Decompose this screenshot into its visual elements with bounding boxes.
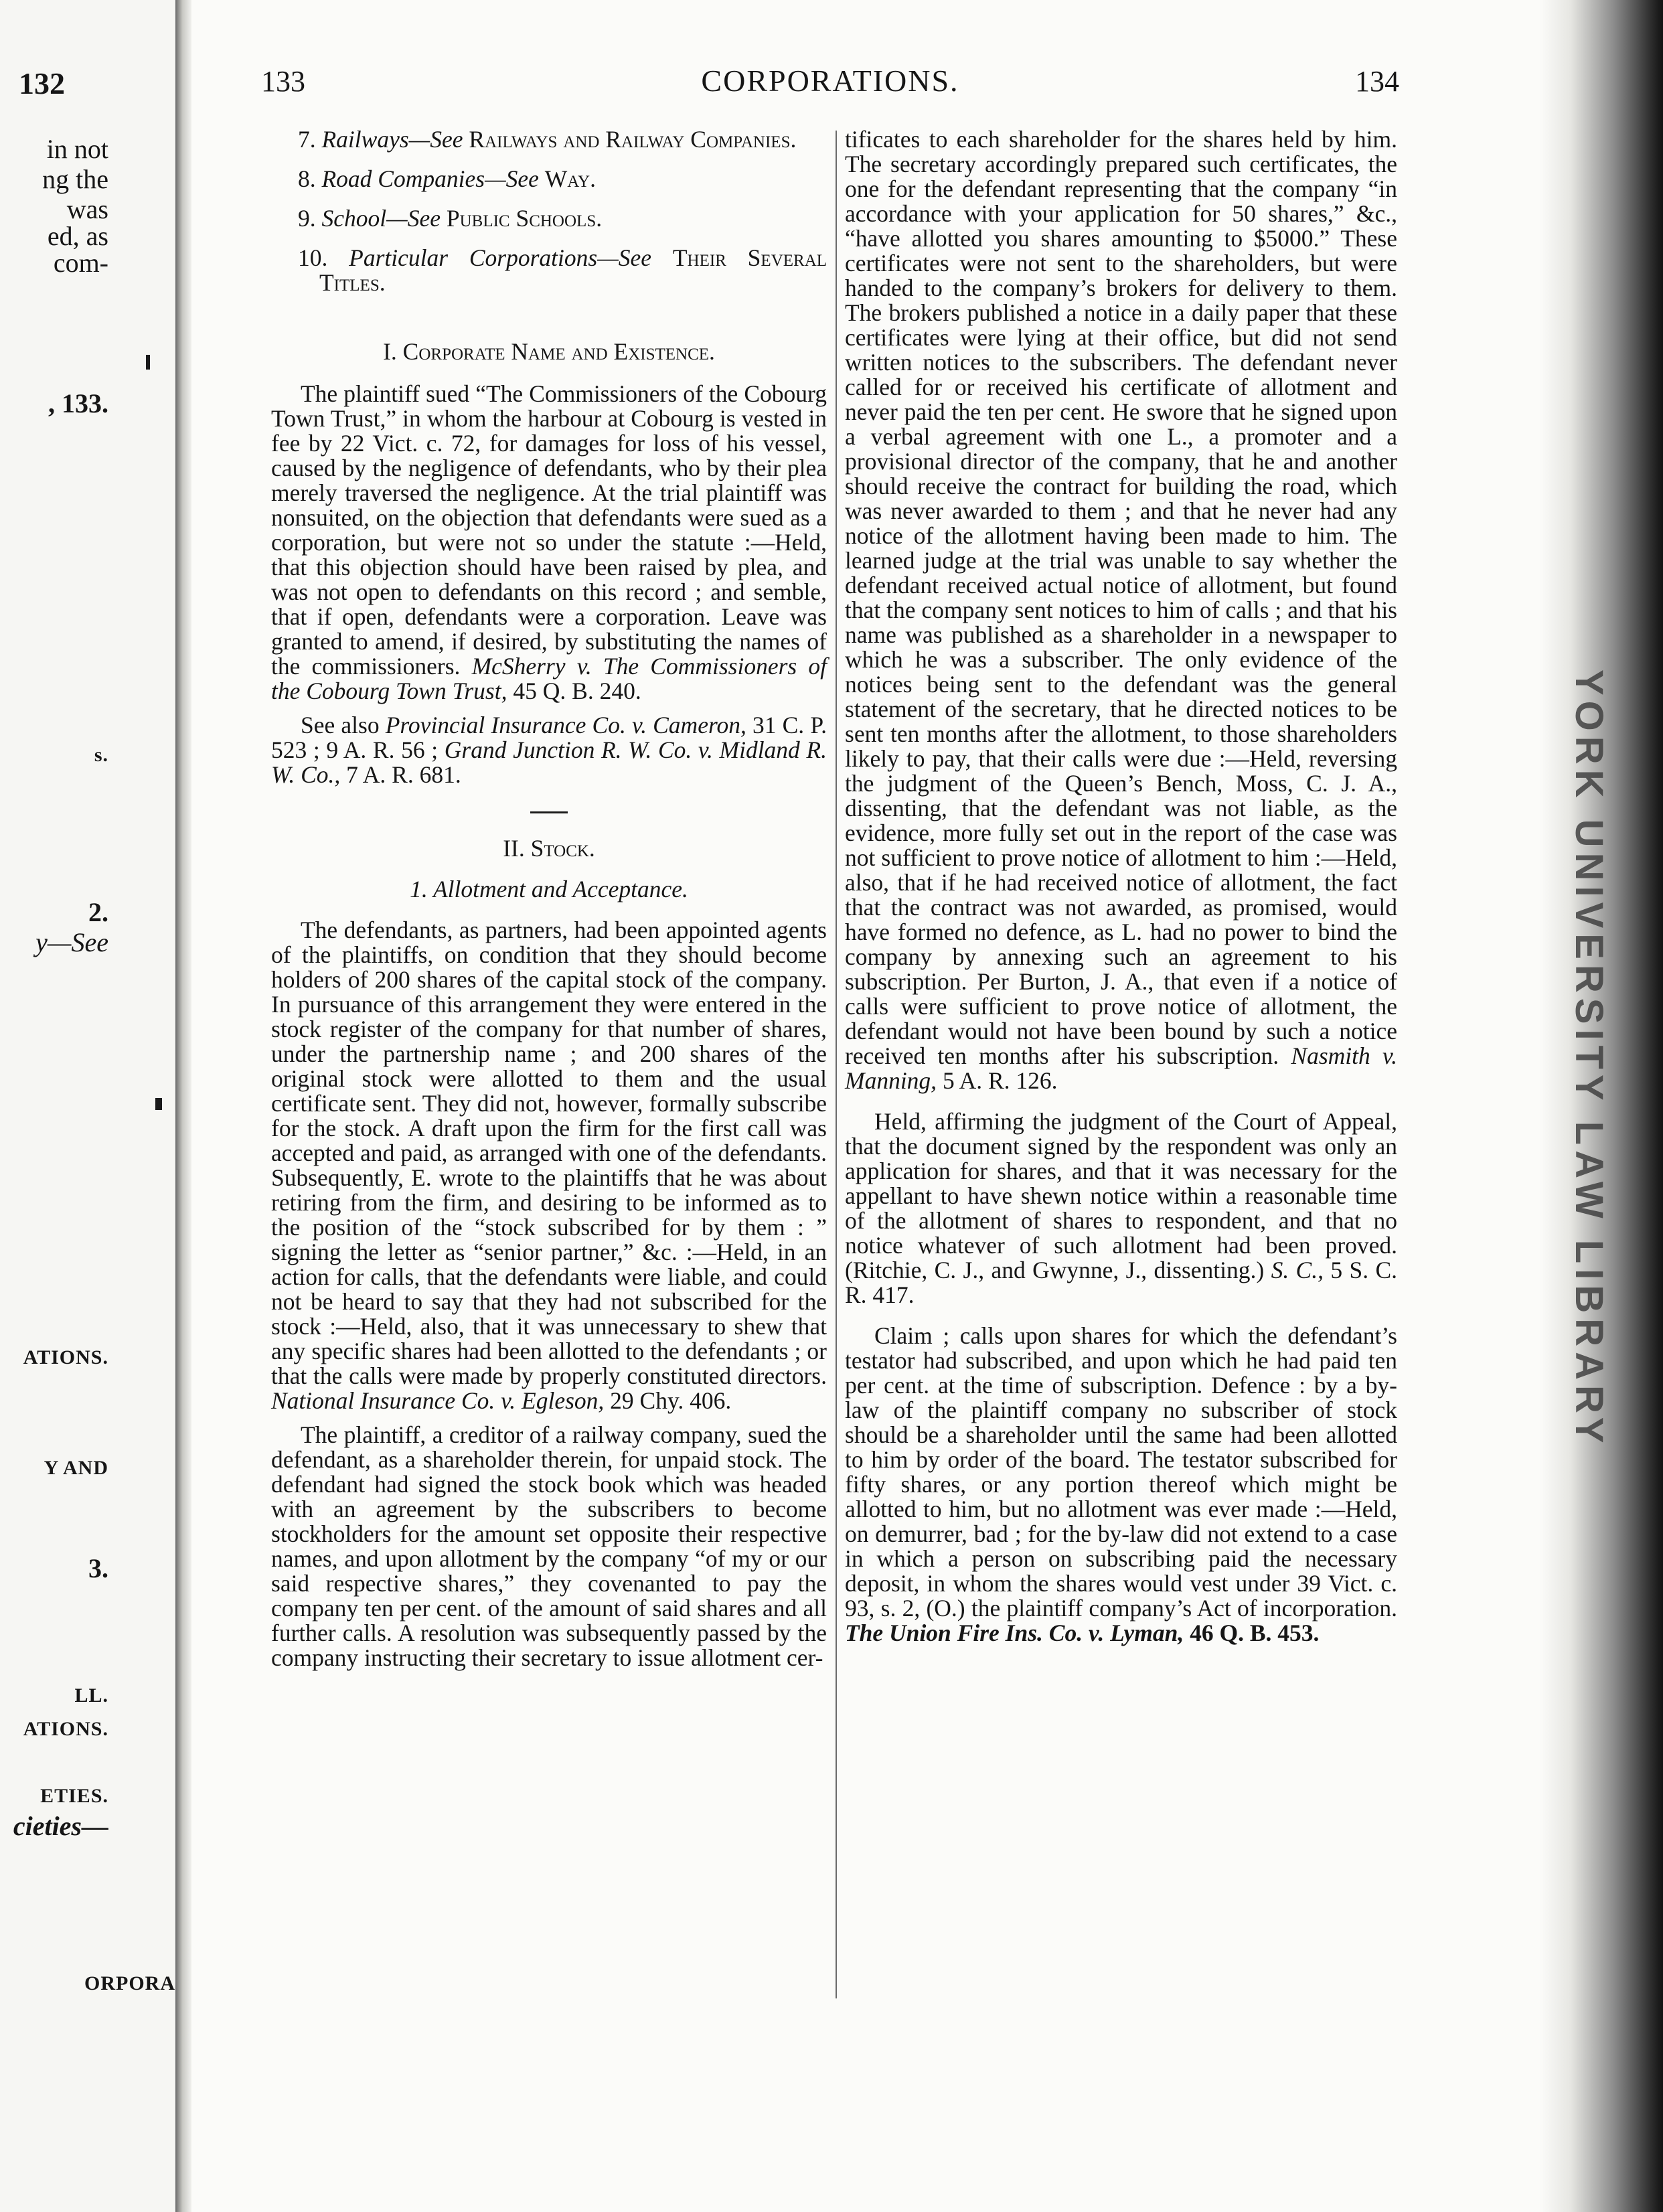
facing-fragment: com- bbox=[53, 248, 108, 278]
page-number-left: 133 bbox=[261, 65, 305, 98]
case-paragraph: The defendants, as partners, had been appointed agents of the plaintiffs, on condition that they should become holders of 200 shares of the capital stock of the company. In pursuance of this arrangement they were entered in the stock register of the company for that number of shares, under the partnership name ; and 200 shares of the original stock were allotted to them and the usual certificate sent. They did not, however, formally subscribe for the stock. A draft upon the firm for the first call was accepted and paid, as arranged with one of the defendants. Subsequently, E. wrote to the plaintiffs that he was about retiring from the firm, and desiring to be informed as to the position of the “stock subscribed for by them : ” signing the letter as “senior partner,” &c. :—Held, in an action for calls, that the defendants were liable, and could not be heard to say that they had not subscribed for the stock :—Held, also, that it was unnecessary to shew that any specific shares had been allotted to the defendants ; or that the calls were made by properly constituted directors. National Insurance Co. v. Egleson, 29 Chy. 406. bbox=[271, 917, 827, 1414]
facing-page-number: 132 bbox=[19, 66, 65, 100]
facing-fragment: ORPORA bbox=[84, 1972, 175, 1994]
left-column bbox=[271, 127, 827, 1670]
facing-fragment: ETIES. bbox=[40, 1785, 108, 1807]
section-heading: II. Stock. bbox=[503, 835, 595, 862]
facing-fragment: ng the bbox=[42, 164, 108, 194]
facing-fragment: ATIONS. bbox=[23, 1718, 108, 1740]
case-paragraph-continued: tificates to each shareholder for the shares held by him. The secretary accordingly prepared such certificates, the one for the defendant representing that the company “in accordance with your application for 50 shares,” &c., “have allotted you shares amounting to $5000.” These certificates were not sent to the shareholders, but were handed to the company’s brokers for delivery to them. The brokers published a notice in a daily paper that these certificates were lying at their office, but did not send written notices to the subscribers. The defendant never called for or received his certificate of allotment and never paid the ten per cent. He swore that he signed upon a verbal agreement with one L., a promoter and a provisional director of the company, that he and another should receive the contract for building the road, which was never awarded to them ; and that he never had any notice of the allotment having been made to him. The learned judge at the trial was unable to say whether the defendant received actual notice of allotment, but found that the company sent notices to him of calls ; and that his name was published as a shareholder in a newspaper to which he was a subscriber. The only evidence of the notices being sent to the defendant was the general statement of the secretary, that he directed notices to be sent ten months after the allotment, to those shareholders likely to pay, that their calls were due :—Held, reversing the judgment of the Queen’s Bench, Moss, C. J. A., dissenting, that the defendant was not liable, as the evidence, more fully set out in the report of the case was not sufficient to prove notice of allotment to him :—Held, also, that if he had received notice of allotment, the fact that the contract was not awarded, as promised, would have formed no defence, as L. had no power to bind the company by annexing such an agreement to his subscription. Per Burton, J. A., that even if a notice of calls were sufficient to prove notice of allotment, the defendant would not have been bound by such a notice received ten months after his subscription. Nasmith v. Manning, 5 A. R. 126. bbox=[845, 126, 1397, 1094]
facing-fragment: cieties— bbox=[13, 1811, 108, 1841]
facing-fragment: was bbox=[66, 194, 108, 224]
library-stamp: YORK UNIVERSITY LAW LIBRARY bbox=[1567, 669, 1611, 1449]
scan-mark bbox=[146, 355, 150, 370]
facing-fragment: ATIONS. bbox=[23, 1346, 108, 1368]
facing-page-left bbox=[0, 0, 175, 2212]
running-head bbox=[261, 64, 1399, 104]
scan-mark bbox=[155, 1098, 162, 1110]
section-heading: I. Corporate Name and Existence. bbox=[383, 338, 715, 365]
cross-reference-item: 10. Particular Corporations—See Their Several Titles. bbox=[298, 244, 827, 296]
case-paragraph: The plaintiff, a creditor of a railway company, sued the defendant, as a shareholder therein, for unpaid stock. The defendant had signed the stock book which was headed with an agreement by the subscribers to become stockholders for the amount set opposite their respective names, and upon allotment by the company “of my or our said respective shares,” they covenanted to pay the company ten per cent. of the amount of said shares and all further calls. A resolution was subsequently passed by the company instructing their secretary to issue allotment cer- bbox=[271, 1421, 827, 1671]
facing-fragment: LL. bbox=[74, 1684, 108, 1707]
right-column bbox=[845, 127, 1397, 1646]
facing-fragment: y—See bbox=[35, 927, 108, 957]
column-divider bbox=[836, 131, 837, 1998]
section-rule bbox=[530, 811, 568, 813]
cross-reference-item: 9. School—See Public Schools. bbox=[298, 205, 603, 232]
facing-fragment: ed, as bbox=[47, 221, 108, 251]
facing-fragment: 2. bbox=[88, 897, 108, 927]
case-paragraph: The plaintiff sued “The Commissioners of the Cobourg Town Trust,” in whom the harbour at Cobourg is vested in fee by 22 Vict. c. 72, for damages for loss of his vessel, caused by the negligence of defendants, who by their plea merely traversed the negligence. At the trial plaintiff was nonsuited, on the objection that defendants were sued as a corporation, but were not so under the statute :—Held, that this objection should have been raised by plea, and was not open to defendants on this record ; and semble, that if open, defendants were a corporation. Leave was granted to amend, if desired, by substituting the names of the commissioners. McSherry v. The Commissioners of the Cobourg Town Trust, 45 Q. B. 240. bbox=[271, 380, 827, 704]
cross-reference-item: 8. Road Companies—See Way. bbox=[298, 165, 596, 192]
facing-fragment: Y AND bbox=[44, 1457, 108, 1479]
facing-fragment: , 133. bbox=[48, 388, 108, 418]
facing-fragment: 3. bbox=[88, 1553, 108, 1583]
facing-fragment: s. bbox=[94, 744, 108, 766]
facing-fragment: in not bbox=[46, 134, 108, 164]
case-paragraph: Claim ; calls upon shares for which the defendant’s testator had subscribed, and upon which he had paid ten per cent. at the time of subscription. Defence : by a by-law of the plaintiff company no subscriber of stock should be a shareholder until the same had been allotted to him by order of the board. The testator subscribed for fifty shares, or any portion thereof which might be allotted to him, but no allotment was ever made :—Held, on demurrer, bad ; for the by-law did not extend to a case in which a person on subscribing paid the necessary deposit, in whom the shares would vest under 39 Vict. c. 93, s. 2, (O.) the plaintiff company’s Act of incorporation. The Union Fire Ins. Co. v. Lyman, 46 Q. B. 453. bbox=[845, 1322, 1397, 1646]
case-paragraph: Held, affirming the judgment of the Court of Appeal, that the document signed by the respondent was only an application for shares, and that it was necessary for the appellant to have shewn notice within a reasonable time of the allotment of shares to respondent, and that no notice whatever of such allotment had been proved. (Ritchie, C. J., and Gwynne, J., dissenting.) S. C., 5 S. C. R. 417. bbox=[845, 1108, 1398, 1308]
cross-reference-item: 7. Railways—See Railways and Railway Companies. bbox=[298, 126, 797, 153]
page-title: CORPORATIONS. bbox=[701, 64, 959, 98]
page-number-right: 134 bbox=[1355, 65, 1399, 98]
book-gutter bbox=[175, 0, 191, 2212]
subsection-heading: 1. Allotment and Acceptance. bbox=[410, 876, 688, 902]
case-paragraph: See also Provincial Insurance Co. v. Cameron, 31 C. P. 523 ; 9 A. R. 56 ; Grand Junction R. W. Co. v. Midland R. W. Co., 7 A. R. 681. bbox=[271, 712, 827, 788]
